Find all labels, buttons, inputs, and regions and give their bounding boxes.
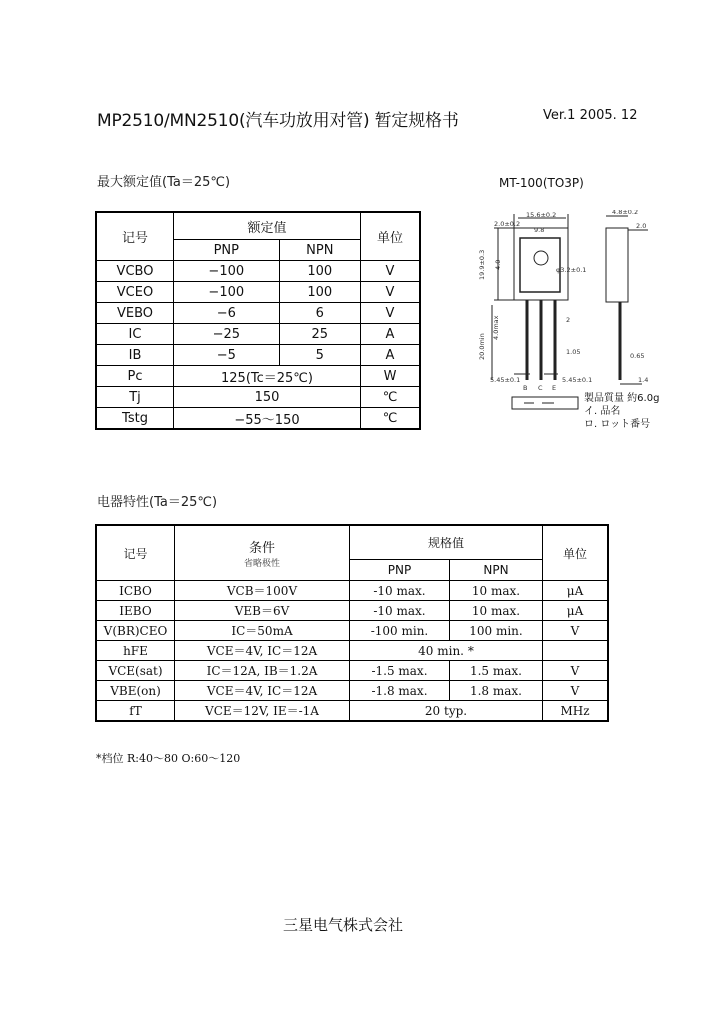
- cell-value: 40 min. *: [350, 641, 543, 661]
- dim-tab: 2.0: [636, 222, 647, 230]
- cell-symbol: hFE: [96, 641, 175, 661]
- dim-step: 2: [566, 316, 571, 324]
- cell-unit: ℃: [361, 387, 421, 408]
- dim-lead-thk: 0.65: [630, 352, 645, 360]
- dim-lead-length: 20.0min: [478, 333, 486, 360]
- section-electrical: 电器特性(Ta＝25℃): [97, 495, 218, 510]
- cell-unit: V: [361, 303, 421, 324]
- header-condition: [175, 525, 350, 581]
- table-row: [96, 345, 420, 366]
- header-spec: 规格值: [350, 525, 543, 560]
- cell-symbol: VCEO: [96, 282, 174, 303]
- header-unit: 单位: [543, 525, 609, 581]
- cell-value: 125(Tc＝25℃): [174, 366, 361, 387]
- table-row: [96, 324, 420, 345]
- cell-pnp: −100: [174, 261, 280, 282]
- cell-unit: μA: [543, 601, 609, 621]
- cell-npn: 100: [279, 261, 360, 282]
- electrical-table: [95, 524, 609, 722]
- dim-thickness: 4.8±0.2: [612, 210, 639, 216]
- table-row: [96, 621, 608, 641]
- cell-pnp: -10 max.: [350, 601, 450, 621]
- cell-symbol: IB: [96, 345, 174, 366]
- package-notes: [584, 392, 659, 431]
- cell-condition: VCE＝4V, IC＝12A: [175, 641, 350, 661]
- cell-symbol: fT: [96, 701, 175, 722]
- cell-pnp: −5: [174, 345, 280, 366]
- cell-value: 150: [174, 387, 361, 408]
- cell-pnp: -10 max.: [350, 581, 450, 601]
- cell-symbol: Tstg: [96, 408, 174, 430]
- header-symbol: 记号: [96, 525, 175, 581]
- max-ratings-table: [95, 211, 421, 430]
- section-max-ratings: 最大额定值(Ta＝25℃): [97, 175, 231, 190]
- cell-npn: 1.5 max.: [449, 661, 542, 681]
- cell-condition: VCE＝4V, IC＝12A: [175, 681, 350, 701]
- dim-height: 19.9±0.3: [478, 249, 486, 280]
- cell-unit: [543, 641, 609, 661]
- table-row: [96, 282, 420, 303]
- table-row: [96, 408, 420, 430]
- cell-unit: ℃: [361, 408, 421, 430]
- cell-value: −55～150: [174, 408, 361, 430]
- dim-pitch-right: 5.45±0.1: [562, 376, 593, 384]
- cell-pnp: -1.5 max.: [350, 661, 450, 681]
- cell-condition: VCE＝12V, IE＝-1A: [175, 701, 350, 722]
- cell-npn: 1.8 max.: [449, 681, 542, 701]
- document-title: MP2510/MN2510(汽车功放用对管) 暂定规格书: [97, 111, 459, 131]
- cell-symbol: Pc: [96, 366, 174, 387]
- cell-npn: 100: [279, 282, 360, 303]
- cell-symbol: VEBO: [96, 303, 174, 324]
- dim-hole-offset: 4.0: [494, 259, 502, 270]
- header-npn: NPN: [279, 240, 360, 261]
- cell-npn: 10 max.: [449, 581, 542, 601]
- grade-note: *档位 R:40～80 O:60～120: [96, 752, 241, 765]
- dim-pitch-left: 5.45±0.1: [490, 376, 521, 384]
- header-condition-label: 条件: [248, 541, 275, 556]
- company-name: 三星电气株式会社: [283, 916, 404, 934]
- dim-top: 2.0±0.2: [494, 220, 521, 228]
- table-row: [96, 581, 608, 601]
- dim-hole-pitch: 9.8: [534, 226, 545, 234]
- cell-unit: V: [543, 661, 609, 681]
- pin-label-e: E: [552, 384, 557, 392]
- dim-lead-width: 1.05: [566, 348, 581, 356]
- cell-unit: A: [361, 345, 421, 366]
- table-row: [96, 261, 420, 282]
- cell-condition: IC＝50mA: [175, 621, 350, 641]
- cell-symbol: Tj: [96, 387, 174, 408]
- cell-unit: V: [543, 621, 609, 641]
- pin-label-b: B: [523, 384, 528, 392]
- cell-symbol: IC: [96, 324, 174, 345]
- cell-condition: VEB＝6V: [175, 601, 350, 621]
- table-row: [96, 601, 608, 621]
- cell-symbol: V(BR)CEO: [96, 621, 175, 641]
- header-condition-sub: 省略极性: [243, 559, 280, 569]
- cell-unit: V: [361, 261, 421, 282]
- cell-unit: A: [361, 324, 421, 345]
- cell-unit: V: [361, 282, 421, 303]
- cell-npn: 10 max.: [449, 601, 542, 621]
- header-pnp: PNP: [174, 240, 280, 261]
- table-row: [96, 681, 608, 701]
- cell-symbol: ICBO: [96, 581, 175, 601]
- dim-side: 1.4: [638, 376, 649, 384]
- cell-symbol: VCBO: [96, 261, 174, 282]
- cell-pnp: −25: [174, 324, 280, 345]
- note-lot: ロ. ロット番号: [584, 419, 651, 430]
- cell-unit: V: [543, 681, 609, 701]
- cell-pnp: −6: [174, 303, 280, 324]
- cell-unit: MHz: [543, 701, 609, 722]
- mounting-hole: [534, 251, 548, 265]
- table-row: [96, 661, 608, 681]
- dim-lead-max: 4.0max: [492, 315, 500, 340]
- dim-width: 15.6±0.2: [526, 211, 557, 219]
- cell-npn: 25: [279, 324, 360, 345]
- cell-pnp: -1.8 max.: [350, 681, 450, 701]
- table-row: [96, 303, 420, 324]
- dim-hole-dia: φ3.2±0.1: [556, 266, 587, 274]
- cell-pnp: −100: [174, 282, 280, 303]
- table-row: [96, 366, 420, 387]
- cell-symbol: IEBO: [96, 601, 175, 621]
- cell-unit: μA: [543, 581, 609, 601]
- cell-condition: IC＝12A, IB＝1.2A: [175, 661, 350, 681]
- cell-npn: 100 min.: [449, 621, 542, 641]
- cell-npn: 6: [279, 303, 360, 324]
- package-label: MT-100(TO3P): [499, 176, 584, 190]
- version-date: Ver.1 2005. 12: [543, 108, 638, 123]
- header-pnp: PNP: [350, 560, 450, 581]
- header-unit: 单位: [361, 212, 421, 261]
- header-npn: NPN: [449, 560, 542, 581]
- note-weight: 製品質量 約6.0g: [584, 393, 660, 404]
- header-symbol: 记号: [96, 212, 174, 261]
- note-name: イ. 品名: [584, 406, 621, 417]
- table-row: [96, 641, 608, 661]
- table-row: [96, 387, 420, 408]
- cell-value: 20 typ.: [350, 701, 543, 722]
- package-drawing: [470, 210, 710, 420]
- cell-symbol: VBE(on): [96, 681, 175, 701]
- cell-pnp: -100 min.: [350, 621, 450, 641]
- cell-unit: W: [361, 366, 421, 387]
- table-row: [96, 701, 608, 722]
- header-rating: 额定值: [174, 212, 361, 240]
- cell-condition: VCB＝100V: [175, 581, 350, 601]
- cell-npn: 5: [279, 345, 360, 366]
- pin-label-c: C: [538, 384, 543, 392]
- cell-symbol: VCE(sat): [96, 661, 175, 681]
